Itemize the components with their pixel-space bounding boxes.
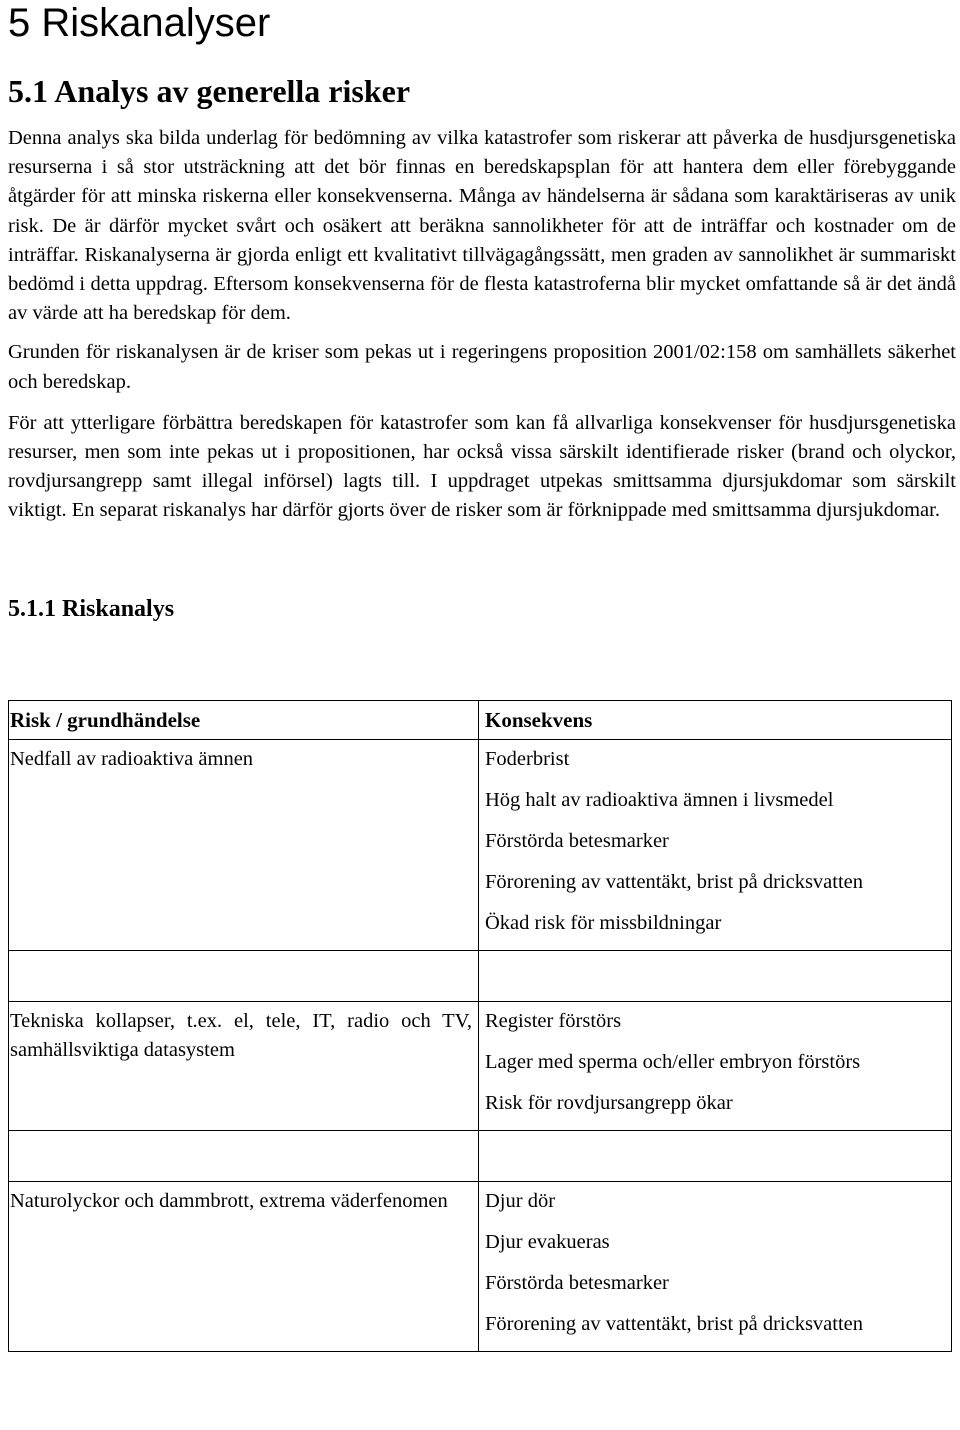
risk-cell (9, 1182, 479, 1352)
empty-cell (9, 951, 479, 1002)
risk-text: Nedfall av radioaktiva ämnen (10, 748, 254, 770)
consequence-item: Förstörda betesmarker (485, 830, 669, 852)
empty-cell (479, 1131, 952, 1182)
empty-cell (9, 1131, 479, 1182)
consequence-cell (479, 1182, 952, 1352)
consequence-list (479, 1002, 951, 1118)
consequence-item: Djur dör (485, 1190, 556, 1212)
consequence-list (479, 1182, 951, 1339)
table-spacer-row (9, 1131, 952, 1182)
chapter-title: 5 Riskanalyser (8, 1, 271, 45)
consequence-item: Djur evakueras (485, 1231, 610, 1253)
consequence-item: Förorening av vattentäkt, brist på dricksvatten (485, 871, 864, 893)
subsection-title: 5.1.1 Riskanalys (8, 595, 175, 622)
risk-table (8, 700, 952, 1352)
consequence-item: Hög halt av radioaktiva ämnen i livsmedel (485, 789, 834, 811)
table-header-row (9, 701, 952, 740)
basis-paragraph: Grunden för riskanalysen är de kriser som pekas ut i regeringens proposition 2001/02:158 om samhällets säkerhet och beredskap. (8, 341, 956, 393)
document-page (8, 0, 956, 1335)
additional-paragraph: För att ytterligare förbättra beredskapen för katastrofer som kan få allvarliga konsekvenser för husdjursgenetiska resurser, men som inte pekas ut i propositionen, har också vissa särskilt identifierade risker (brand och olyckor, rovdjursangrepp samt illegal införsel) lagts till. I uppdraget utpekas smittsamma djursjukdomar som särskilt viktigt. En separat riskanalys har därför gjorts över de risker som är förknippade med smittsamma djursjukdomar. (8, 411, 956, 522)
risk-text: Naturolyckor och dammbrott, extrema väderfenomen (10, 1190, 448, 1212)
consequence-cell (479, 1002, 952, 1131)
risk-cell (9, 1002, 479, 1131)
consequence-list (479, 740, 951, 938)
consequence-item: Foderbrist (485, 748, 570, 770)
header-risk: Risk / grundhändelse (10, 708, 201, 732)
consequence-cell (479, 740, 952, 951)
risk-text: Tekniska kollapser, t.ex. el, tele, IT, radio och TV, samhällsviktiga datasystem (10, 1010, 472, 1061)
consequence-item: Lager med sperma och/eller embryon förstörs (485, 1051, 861, 1073)
consequence-item: Förstörda betesmarker (485, 1272, 669, 1294)
intro-paragraph: Denna analys ska bilda underlag för bedömning av vilka katastrofer som riskerar att påverka de husdjursgenetiska resurserna i så stor utsträckning att det bör finnas en beredskapsplan för att hantera dem eller förebyggande åtgärder för att minska riskerna eller konsekvenserna. Många av händelserna är sådana som karaktäriseras av unik risk. De är därför mycket svårt och osäkert att beräkna sannolikheter för att de inträffar och kostnader om de inträffar. Riskanalyserna är gjorda enligt ett kvalitativt tillvägagångssätt, men graden av sannolikhet är summariskt bedömd i detta uppdrag. Eftersom konsekvenserna för de flesta katastroferna blir mycket omfattande så är det ändå av värde att ha beredskap för dem. (8, 127, 956, 325)
consequence-item: Register förstörs (485, 1010, 622, 1032)
table-spacer-row (9, 951, 952, 1002)
table-row (9, 1182, 952, 1352)
consequence-item: Ökad risk för missbildningar (485, 912, 722, 934)
table-header-cell (9, 701, 479, 740)
consequence-item: Risk för rovdjursangrepp ökar (485, 1092, 733, 1114)
consequence-item: Förorening av vattentäkt, brist på dricksvatten (485, 1313, 864, 1335)
risk-cell (9, 740, 479, 951)
empty-cell (479, 951, 952, 1002)
table-row (9, 740, 952, 951)
header-consequence: Konsekvens (485, 708, 593, 732)
section-title: 5.1 Analys av generella risker (8, 73, 411, 109)
table-header-cell (479, 701, 952, 740)
table-row (9, 1002, 952, 1131)
